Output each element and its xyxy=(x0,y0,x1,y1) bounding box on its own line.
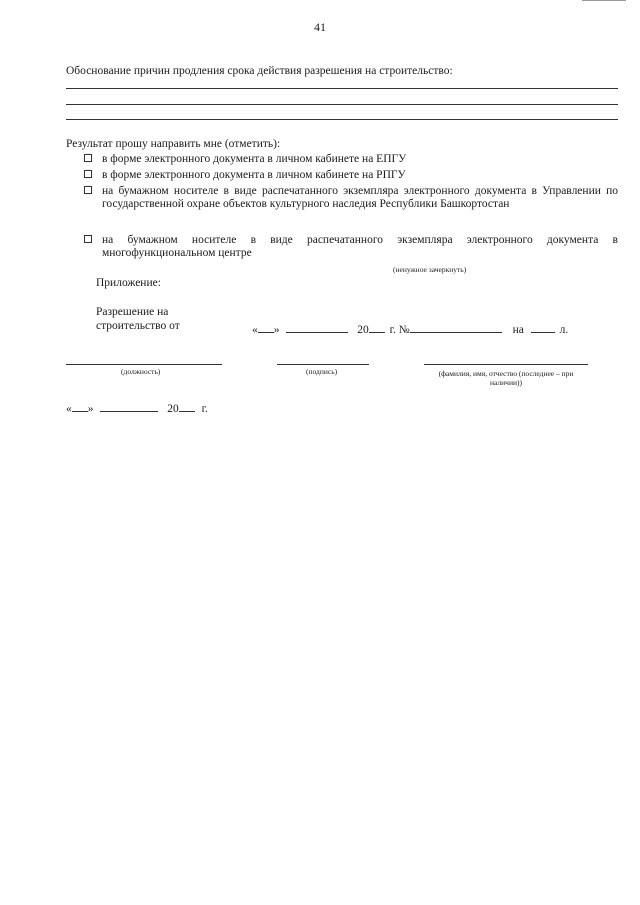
permit-year-field[interactable] xyxy=(369,322,385,333)
position-signature-line[interactable] xyxy=(66,364,222,365)
top-edge-rule xyxy=(582,0,626,1)
signature-caption: (подпись) xyxy=(306,367,338,376)
checkbox-icon[interactable] xyxy=(84,186,92,194)
justification-line-3[interactable] xyxy=(66,119,618,120)
justification-label: Обоснование причин продления срока действия разрешения на строительство: xyxy=(66,65,453,77)
option-rpgu-text: в форме электронного документа в личном кабинете на РПГУ xyxy=(102,169,406,181)
signature-date-row xyxy=(66,401,208,416)
result-label: Результат прошу направить мне (отметить): xyxy=(66,138,281,150)
sheets-label: л. xyxy=(559,324,569,336)
date-year-field[interactable] xyxy=(179,401,195,412)
on-label: на xyxy=(512,324,524,336)
permit-number-field[interactable] xyxy=(410,322,502,333)
signature-line[interactable] xyxy=(277,364,369,365)
strike-note: (ненужное зачеркнуть) xyxy=(393,265,467,274)
option-epgu[interactable] xyxy=(84,153,618,167)
position-caption: (должность) xyxy=(121,367,161,376)
justification-line-2[interactable] xyxy=(66,104,618,105)
permit-details-row xyxy=(252,322,568,337)
number-sign: г. № xyxy=(389,324,410,336)
attachment-label: Приложение: xyxy=(96,277,161,289)
quote-close: » xyxy=(273,324,280,336)
option-paper-department-text: на бумажном носителе в виде распечатанного экземпляра электронного документа в Управлении по государственной охране объектов культурного наследия Республики Башкортостан xyxy=(102,185,618,210)
quote-close: » xyxy=(87,403,94,415)
full-name-caption xyxy=(424,369,588,387)
option-paper-department[interactable] xyxy=(84,185,618,227)
date-day-field[interactable] xyxy=(72,401,88,412)
page-number: 41 xyxy=(314,20,326,34)
permit-month-field[interactable] xyxy=(286,322,348,333)
option-paper-mfc-text: на бумажном носителе в виде распечатанного экземпляра электронного документа в многофункциональном центре xyxy=(102,234,618,259)
justification-line-1[interactable] xyxy=(66,88,618,89)
date-month-field[interactable] xyxy=(100,401,158,412)
year-prefix: 20 xyxy=(357,324,369,336)
full-name-caption-line-1: (фамилия, имя, отчество (последнее – при xyxy=(438,369,574,378)
permit-label-line-1: Разрешение на xyxy=(96,306,169,318)
checkbox-icon[interactable] xyxy=(84,235,92,243)
option-rpgu[interactable] xyxy=(84,169,618,183)
permit-label-line-2: строительство от xyxy=(96,320,180,332)
year-suffix: г. xyxy=(201,403,208,415)
year-prefix: 20 xyxy=(167,403,179,415)
permit-day-field[interactable] xyxy=(258,322,274,333)
option-paper-mfc[interactable] xyxy=(84,234,618,262)
full-name-line[interactable] xyxy=(424,364,588,365)
checkbox-icon[interactable] xyxy=(84,154,92,162)
quote-open: « xyxy=(252,324,258,336)
checkbox-icon[interactable] xyxy=(84,170,92,178)
option-epgu-text: в форме электронного документа в личном кабинете на ЕПГУ xyxy=(102,153,407,165)
sheets-count-field[interactable] xyxy=(531,322,555,333)
full-name-caption-line-2: наличии)) xyxy=(490,378,522,387)
quote-open: « xyxy=(66,403,72,415)
